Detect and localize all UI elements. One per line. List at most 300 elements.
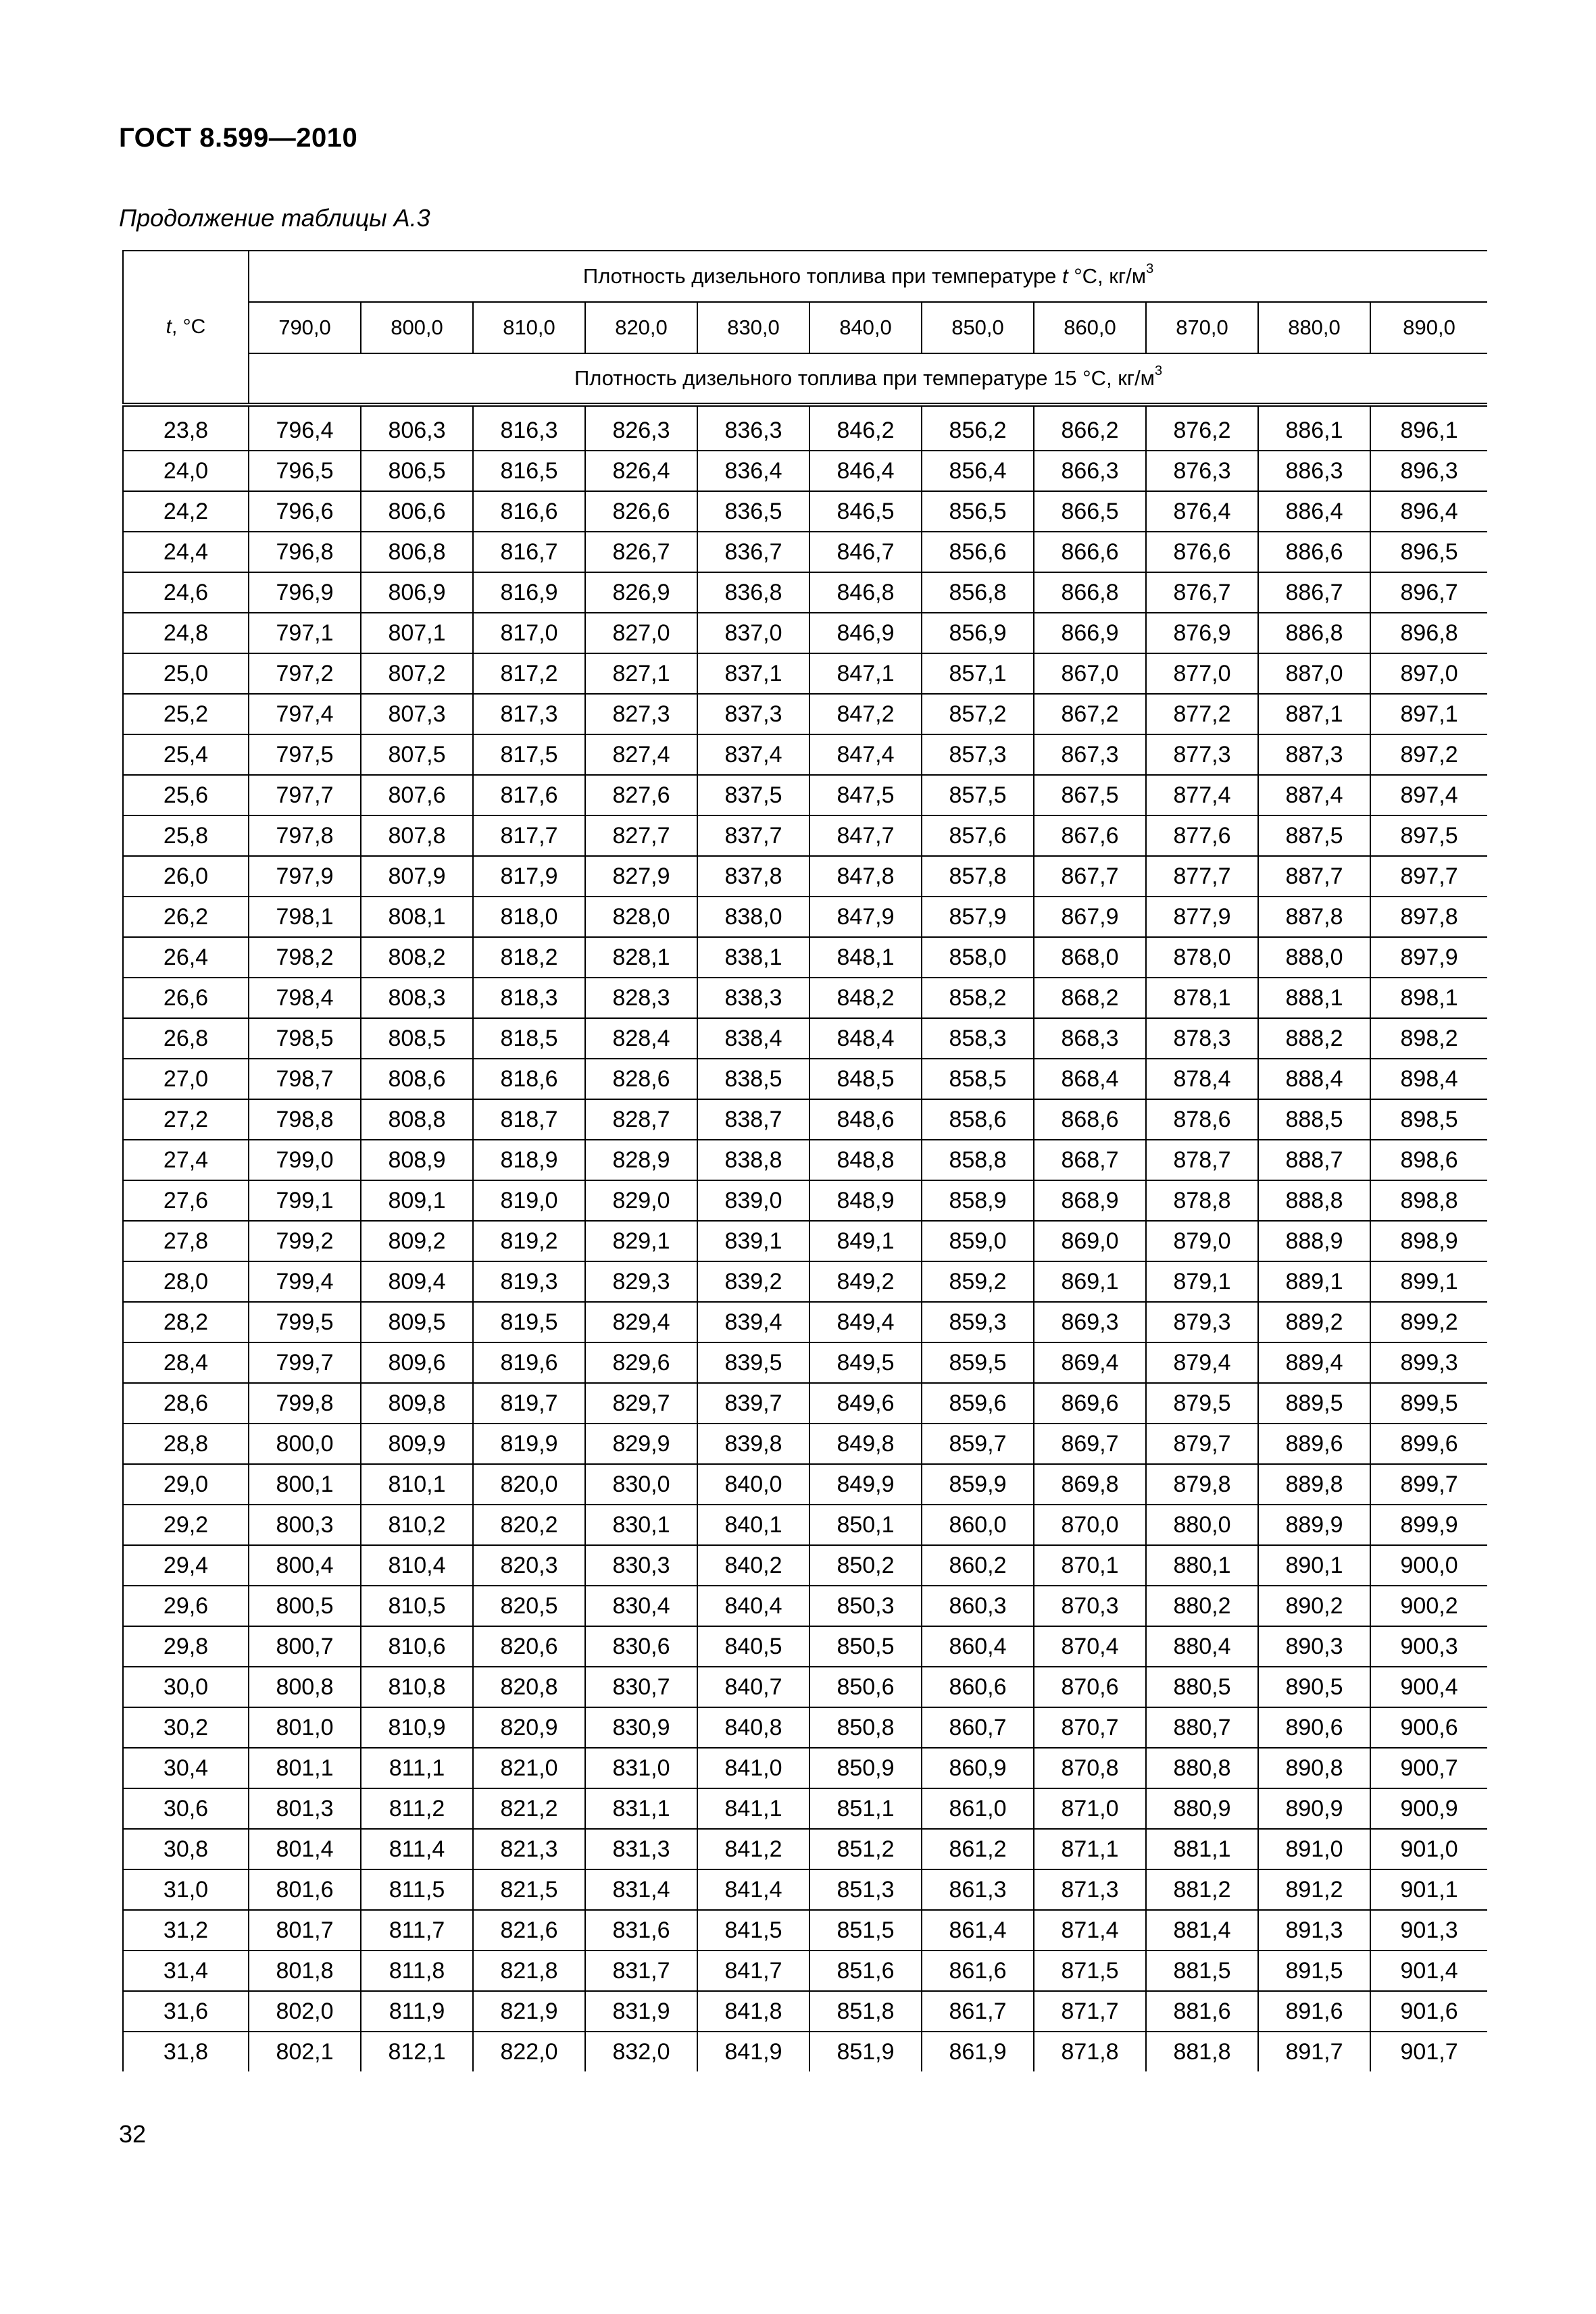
density-cell: 807,2 (361, 653, 473, 694)
density-cell: 806,6 (361, 491, 473, 532)
table-row (123, 897, 1487, 937)
density-cell: 841,1 (697, 1788, 809, 1829)
density-cell: 858,5 (922, 1059, 1034, 1099)
density-cell: 838,7 (697, 1099, 809, 1140)
density-cell: 857,2 (922, 694, 1034, 734)
density-cell: 877,4 (1146, 775, 1258, 815)
density-cell: 859,5 (922, 1342, 1034, 1383)
density-cell: 871,7 (1034, 1991, 1146, 2032)
density-cell: 850,2 (809, 1545, 922, 1586)
density-cell: 869,7 (1034, 1424, 1146, 1464)
density-cell: 838,3 (697, 978, 809, 1018)
density-cell: 890,5 (1258, 1667, 1370, 1707)
density-cell: 837,3 (697, 694, 809, 734)
density-cell: 889,5 (1258, 1383, 1370, 1424)
table-row (123, 1221, 1487, 1261)
density-cell: 858,2 (922, 978, 1034, 1018)
temperature-cell: 29,2 (123, 1505, 249, 1545)
density-cell: 841,4 (697, 1869, 809, 1910)
temperature-unit: , °С (172, 316, 206, 338)
table-row (123, 572, 1487, 613)
top-header-exponent: 3 (1146, 261, 1154, 276)
table-row (123, 1667, 1487, 1707)
temperature-cell: 31,8 (123, 2032, 249, 2071)
density-cell: 860,7 (922, 1707, 1034, 1748)
density-cell: 868,3 (1034, 1018, 1146, 1059)
density-cell: 817,0 (473, 613, 585, 653)
temperature-cell: 30,4 (123, 1748, 249, 1788)
density-cell: 898,5 (1370, 1099, 1487, 1140)
density-cell: 891,6 (1258, 1991, 1370, 2032)
density-cell: 798,1 (249, 897, 361, 937)
density-cell: 797,7 (249, 775, 361, 815)
density-cell: 886,6 (1258, 532, 1370, 572)
density-cell: 879,0 (1146, 1221, 1258, 1261)
table-row (123, 1586, 1487, 1626)
density-cell: 829,7 (585, 1383, 697, 1424)
table-row (123, 1951, 1487, 1991)
density-cell: 846,9 (809, 613, 922, 653)
density-cell: 811,7 (361, 1910, 473, 1951)
density-cell: 811,9 (361, 1991, 473, 2032)
density-cell: 816,7 (473, 532, 585, 572)
density-cell: 820,9 (473, 1707, 585, 1748)
density-cell: 848,5 (809, 1059, 922, 1099)
density-cell: 809,1 (361, 1180, 473, 1221)
density-cell: 879,1 (1146, 1261, 1258, 1302)
density-cell: 866,9 (1034, 613, 1146, 653)
temperature-cell: 30,2 (123, 1707, 249, 1748)
density-cell: 810,6 (361, 1626, 473, 1667)
density-cell: 820,6 (473, 1626, 585, 1667)
density-cell: 828,0 (585, 897, 697, 937)
density-cell: 841,9 (697, 2032, 809, 2071)
density-cell: 869,1 (1034, 1261, 1146, 1302)
density-cell: 861,9 (922, 2032, 1034, 2071)
density-cell: 817,9 (473, 856, 585, 897)
density-cell: 860,9 (922, 1748, 1034, 1788)
temperature-cell: 26,6 (123, 978, 249, 1018)
density-cell: 869,8 (1034, 1464, 1146, 1505)
density-cell: 857,3 (922, 734, 1034, 775)
temperature-cell: 25,0 (123, 653, 249, 694)
density-cell: 877,2 (1146, 694, 1258, 734)
density-cell: 809,8 (361, 1383, 473, 1424)
density-cell: 839,0 (697, 1180, 809, 1221)
density-cell: 797,8 (249, 815, 361, 856)
table-row (123, 1626, 1487, 1667)
density-cell: 890,9 (1258, 1788, 1370, 1829)
density-cell: 859,3 (922, 1302, 1034, 1342)
density-cell: 817,7 (473, 815, 585, 856)
density-cell: 891,7 (1258, 2032, 1370, 2071)
temperature-cell: 29,4 (123, 1545, 249, 1586)
density-cell: 890,8 (1258, 1748, 1370, 1788)
density-cell: 867,7 (1034, 856, 1146, 897)
density-cell: 878,3 (1146, 1018, 1258, 1059)
temperature-cell: 24,0 (123, 451, 249, 491)
top-header-var: t (1062, 264, 1068, 288)
density-cell: 819,9 (473, 1424, 585, 1464)
temperature-cell: 31,4 (123, 1951, 249, 1991)
density-cell: 868,2 (1034, 978, 1146, 1018)
density-cell: 859,6 (922, 1383, 1034, 1424)
density-cell: 896,1 (1370, 405, 1487, 451)
density-cell: 811,2 (361, 1788, 473, 1829)
density-cell: 800,5 (249, 1586, 361, 1626)
density-cell: 820,8 (473, 1667, 585, 1707)
density-cell: 816,3 (473, 405, 585, 451)
density-cell: 826,7 (585, 532, 697, 572)
density-cell: 891,5 (1258, 1951, 1370, 1991)
density-cell: 846,5 (809, 491, 922, 532)
density-cell: 890,6 (1258, 1707, 1370, 1748)
density-cell: 849,5 (809, 1342, 922, 1383)
density-cell: 886,4 (1258, 491, 1370, 532)
density-cell: 819,3 (473, 1261, 585, 1302)
density-cell: 897,8 (1370, 897, 1487, 937)
density-cell: 877,3 (1146, 734, 1258, 775)
table-row (123, 1140, 1487, 1180)
density-cell: 888,1 (1258, 978, 1370, 1018)
density-cell: 798,4 (249, 978, 361, 1018)
density-cell: 828,6 (585, 1059, 697, 1099)
density-cell: 870,0 (1034, 1505, 1146, 1545)
density-cell: 851,3 (809, 1869, 922, 1910)
density-cell: 821,3 (473, 1829, 585, 1869)
temperature-cell: 27,6 (123, 1180, 249, 1221)
density-cell: 878,4 (1146, 1059, 1258, 1099)
density-cell: 811,1 (361, 1748, 473, 1788)
density-cell: 888,0 (1258, 937, 1370, 978)
density-cell: 819,2 (473, 1221, 585, 1261)
density-cell: 801,4 (249, 1829, 361, 1869)
density-cell: 871,0 (1034, 1788, 1146, 1829)
density-cell: 831,7 (585, 1951, 697, 1991)
density-cell: 857,1 (922, 653, 1034, 694)
temperature-cell: 27,0 (123, 1059, 249, 1099)
density-cell: 808,9 (361, 1140, 473, 1180)
density-cell: 851,6 (809, 1951, 922, 1991)
density-cell: 829,4 (585, 1302, 697, 1342)
density-cell: 890,2 (1258, 1586, 1370, 1626)
density-cell: 888,9 (1258, 1221, 1370, 1261)
density-cell: 846,7 (809, 532, 922, 572)
density-cell: 861,6 (922, 1951, 1034, 1991)
density-cell: 809,4 (361, 1261, 473, 1302)
density-cell: 849,4 (809, 1302, 922, 1342)
density-cell: 850,1 (809, 1505, 922, 1545)
density-cell: 866,5 (1034, 491, 1146, 532)
density-cell: 840,0 (697, 1464, 809, 1505)
density-cell: 838,4 (697, 1018, 809, 1059)
temperature-cell: 28,8 (123, 1424, 249, 1464)
density-cell: 838,5 (697, 1059, 809, 1099)
density-cell: 868,6 (1034, 1099, 1146, 1140)
density-cell: 807,8 (361, 815, 473, 856)
table-row (123, 1342, 1487, 1383)
density-cell: 876,7 (1146, 572, 1258, 613)
density-cell: 886,1 (1258, 405, 1370, 451)
temperature-cell: 23,8 (123, 405, 249, 451)
density-cell: 851,2 (809, 1829, 922, 1869)
density-cell: 848,6 (809, 1099, 922, 1140)
density-cell: 899,3 (1370, 1342, 1487, 1383)
density-cell: 899,7 (1370, 1464, 1487, 1505)
table-row (123, 1869, 1487, 1910)
density-cell: 878,8 (1146, 1180, 1258, 1221)
density-cell: 867,2 (1034, 694, 1146, 734)
density-cell: 807,3 (361, 694, 473, 734)
density-cell: 819,7 (473, 1383, 585, 1424)
table-row (123, 451, 1487, 491)
density-cell: 810,8 (361, 1667, 473, 1707)
density-cell: 849,2 (809, 1261, 922, 1302)
density-cell: 820,5 (473, 1586, 585, 1626)
density-cell: 858,8 (922, 1140, 1034, 1180)
density-cell: 887,4 (1258, 775, 1370, 815)
density-cell: 848,8 (809, 1140, 922, 1180)
density-cell: 839,7 (697, 1383, 809, 1424)
density-cell: 866,2 (1034, 405, 1146, 451)
temperature-cell: 27,4 (123, 1140, 249, 1180)
density-cell: 879,5 (1146, 1383, 1258, 1424)
density-cell: 806,8 (361, 532, 473, 572)
density-cell: 829,9 (585, 1424, 697, 1464)
document-code: ГОСТ 8.599—2010 (119, 123, 358, 153)
density-cell: 809,5 (361, 1302, 473, 1342)
density-cell: 840,5 (697, 1626, 809, 1667)
density-cell: 830,1 (585, 1505, 697, 1545)
temperature-cell: 25,2 (123, 694, 249, 734)
density-column-header: 810,0 (473, 302, 585, 353)
density-cell: 861,4 (922, 1910, 1034, 1951)
density-cell: 881,8 (1146, 2032, 1258, 2071)
table-row (123, 815, 1487, 856)
density-cell: 848,1 (809, 937, 922, 978)
density-cell: 800,4 (249, 1545, 361, 1586)
bottom-header-text: Плотность дизельного топлива при температуре 15 °С, кг/м (574, 366, 1155, 390)
density-cell: 871,5 (1034, 1951, 1146, 1991)
density-cell: 897,4 (1370, 775, 1487, 815)
table-row (123, 1018, 1487, 1059)
density-cell: 887,7 (1258, 856, 1370, 897)
density-cell: 841,8 (697, 1991, 809, 2032)
density-cell: 810,2 (361, 1505, 473, 1545)
temperature-cell: 25,6 (123, 775, 249, 815)
density-cell: 887,0 (1258, 653, 1370, 694)
temperature-cell: 28,4 (123, 1342, 249, 1383)
density-cell: 830,9 (585, 1707, 697, 1748)
density-cell: 821,5 (473, 1869, 585, 1910)
density-cell: 818,2 (473, 937, 585, 978)
density-cell: 891,3 (1258, 1910, 1370, 1951)
density-cell: 899,2 (1370, 1302, 1487, 1342)
density-cell: 880,8 (1146, 1748, 1258, 1788)
density-cell: 847,4 (809, 734, 922, 775)
density-cell: 897,7 (1370, 856, 1487, 897)
density-cell: 861,0 (922, 1788, 1034, 1829)
density-cell: 829,1 (585, 1221, 697, 1261)
density-cell: 898,1 (1370, 978, 1487, 1018)
table-row (123, 937, 1487, 978)
density-cell: 861,3 (922, 1869, 1034, 1910)
density-cell: 846,2 (809, 405, 922, 451)
density-column-header: 860,0 (1034, 302, 1146, 353)
density-cell: 898,2 (1370, 1018, 1487, 1059)
density-column-header: 880,0 (1258, 302, 1370, 353)
density-cell: 867,5 (1034, 775, 1146, 815)
table-row (123, 734, 1487, 775)
density-cell: 878,7 (1146, 1140, 1258, 1180)
density-cell: 828,3 (585, 978, 697, 1018)
density-cell: 817,5 (473, 734, 585, 775)
density-cell: 821,9 (473, 1991, 585, 2032)
density-cell: 826,3 (585, 405, 697, 451)
density-cell: 819,0 (473, 1180, 585, 1221)
density-cell: 820,2 (473, 1505, 585, 1545)
density-cell: 836,5 (697, 491, 809, 532)
density-cell: 869,6 (1034, 1383, 1146, 1424)
density-cell: 900,4 (1370, 1667, 1487, 1707)
temperature-cell: 26,2 (123, 897, 249, 937)
density-cell: 847,7 (809, 815, 922, 856)
density-cell: 806,5 (361, 451, 473, 491)
density-cell: 799,1 (249, 1180, 361, 1221)
density-cell: 807,1 (361, 613, 473, 653)
density-column-header: 850,0 (922, 302, 1034, 353)
density-cell: 797,9 (249, 856, 361, 897)
density-cell: 816,6 (473, 491, 585, 532)
density-cell: 870,1 (1034, 1545, 1146, 1586)
density-cell: 878,6 (1146, 1099, 1258, 1140)
density-cell: 870,7 (1034, 1707, 1146, 1748)
density-cell: 839,5 (697, 1342, 809, 1383)
density-cell: 836,7 (697, 532, 809, 572)
density-cell: 821,0 (473, 1748, 585, 1788)
density-cell: 807,5 (361, 734, 473, 775)
density-cell: 826,9 (585, 572, 697, 613)
density-cell: 848,2 (809, 978, 922, 1018)
table-row (123, 1059, 1487, 1099)
density-cell: 870,4 (1034, 1626, 1146, 1667)
density-cell: 818,9 (473, 1140, 585, 1180)
density-cell: 861,2 (922, 1829, 1034, 1869)
density-cell: 838,0 (697, 897, 809, 937)
density-cell: 860,3 (922, 1586, 1034, 1626)
density-cell: 809,6 (361, 1342, 473, 1383)
density-cell: 888,4 (1258, 1059, 1370, 1099)
density-cell: 900,9 (1370, 1788, 1487, 1829)
table-row (123, 694, 1487, 734)
table-row (123, 856, 1487, 897)
table-row (123, 1464, 1487, 1505)
density-cell: 796,4 (249, 405, 361, 451)
density-cell: 888,8 (1258, 1180, 1370, 1221)
density-cell: 798,7 (249, 1059, 361, 1099)
density-cell: 881,2 (1146, 1869, 1258, 1910)
density-cell: 841,7 (697, 1951, 809, 1991)
density-cell: 888,5 (1258, 1099, 1370, 1140)
density-cell: 826,6 (585, 491, 697, 532)
density-cell: 867,6 (1034, 815, 1146, 856)
density-cell: 832,0 (585, 2032, 697, 2071)
density-cell: 848,4 (809, 1018, 922, 1059)
density-cell: 827,0 (585, 613, 697, 653)
table-row (123, 653, 1487, 694)
density-cell: 810,4 (361, 1545, 473, 1586)
temperature-cell: 30,6 (123, 1788, 249, 1829)
density-cell: 870,6 (1034, 1667, 1146, 1707)
density-cell: 797,1 (249, 613, 361, 653)
temperature-cell: 31,6 (123, 1991, 249, 2032)
density-cell: 871,1 (1034, 1829, 1146, 1869)
density-cell: 860,0 (922, 1505, 1034, 1545)
density-cell: 836,8 (697, 572, 809, 613)
density-cell: 819,5 (473, 1302, 585, 1342)
density-cell: 879,3 (1146, 1302, 1258, 1342)
temperature-cell: 31,2 (123, 1910, 249, 1951)
table-row (123, 2032, 1487, 2071)
density-cell: 870,8 (1034, 1748, 1146, 1788)
temperature-cell: 28,0 (123, 1261, 249, 1302)
density-cell: 802,1 (249, 2032, 361, 2071)
density-cell: 851,5 (809, 1910, 922, 1951)
temperature-cell: 26,4 (123, 937, 249, 978)
temperature-cell: 24,4 (123, 532, 249, 572)
density-cell: 801,8 (249, 1951, 361, 1991)
density-cell: 829,6 (585, 1342, 697, 1383)
density-column-header: 800,0 (361, 302, 473, 353)
bottom-density-header (249, 353, 1487, 405)
table-row (123, 978, 1487, 1018)
density-cell: 800,8 (249, 1667, 361, 1707)
density-cell: 876,2 (1146, 405, 1258, 451)
density-cell: 800,0 (249, 1424, 361, 1464)
density-cell: 799,5 (249, 1302, 361, 1342)
temperature-cell: 25,4 (123, 734, 249, 775)
density-cell: 901,0 (1370, 1829, 1487, 1869)
density-cell: 830,4 (585, 1586, 697, 1626)
density-cell: 808,1 (361, 897, 473, 937)
density-cell: 847,5 (809, 775, 922, 815)
temperature-cell: 25,8 (123, 815, 249, 856)
temperature-cell: 30,0 (123, 1667, 249, 1707)
density-cell: 831,9 (585, 1991, 697, 2032)
density-cell: 850,5 (809, 1626, 922, 1667)
density-cell: 849,1 (809, 1221, 922, 1261)
density-cell: 869,3 (1034, 1302, 1146, 1342)
density-cell: 808,5 (361, 1018, 473, 1059)
density-cell: 889,2 (1258, 1302, 1370, 1342)
density-cell: 856,5 (922, 491, 1034, 532)
density-cell: 880,2 (1146, 1586, 1258, 1626)
density-cell: 796,8 (249, 532, 361, 572)
density-column-header: 830,0 (697, 302, 809, 353)
density-cell: 871,3 (1034, 1869, 1146, 1910)
density-cell: 868,4 (1034, 1059, 1146, 1099)
density-cell: 891,0 (1258, 1829, 1370, 1869)
density-column-header: 790,0 (249, 302, 361, 353)
density-cell: 849,6 (809, 1383, 922, 1424)
density-cell: 840,1 (697, 1505, 809, 1545)
density-cell: 801,1 (249, 1748, 361, 1788)
density-cell: 881,5 (1146, 1951, 1258, 1991)
table-row (123, 1991, 1487, 2032)
density-cell: 857,5 (922, 775, 1034, 815)
table-row (123, 491, 1487, 532)
temperature-cell: 26,8 (123, 1018, 249, 1059)
